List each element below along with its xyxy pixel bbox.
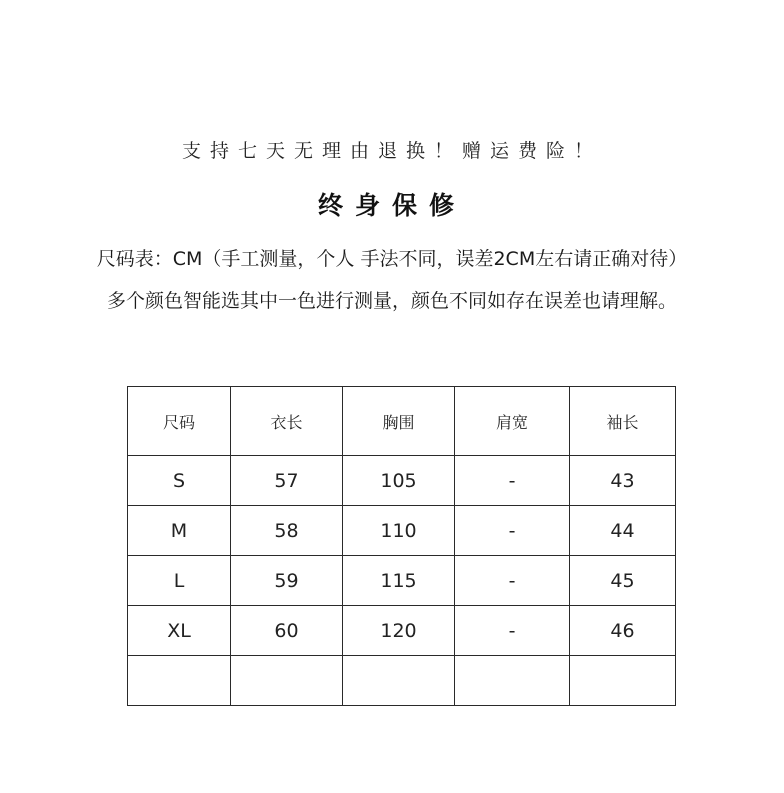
table-row-empty <box>128 656 676 706</box>
cell-sleeve <box>570 656 676 706</box>
cell-size: L <box>128 556 231 606</box>
cell-length <box>231 656 343 706</box>
cell-length: 58 <box>231 506 343 556</box>
cell-length: 60 <box>231 606 343 656</box>
cell-size: XL <box>128 606 231 656</box>
header-size: 尺码 <box>128 387 231 456</box>
cell-size: S <box>128 456 231 506</box>
header-chest: 胸围 <box>343 387 455 456</box>
header-length: 衣长 <box>231 387 343 456</box>
cell-sleeve: 43 <box>570 456 676 506</box>
size-chart-table <box>127 386 676 706</box>
table-row <box>128 556 676 606</box>
cell-shoulder: - <box>455 556 570 606</box>
cell-sleeve: 46 <box>570 606 676 656</box>
cell-chest: 120 <box>343 606 455 656</box>
cell-shoulder: - <box>455 506 570 556</box>
cell-size <box>128 656 231 706</box>
table-row <box>128 456 676 506</box>
table-header-row <box>128 387 676 456</box>
size-note-line-2: 多个颜色智能选其中一色进行测量，颜色不同如存在误差也请理解。 <box>106 290 677 312</box>
cell-chest <box>343 656 455 706</box>
cell-size: M <box>128 506 231 556</box>
cell-chest: 110 <box>343 506 455 556</box>
table-row <box>128 606 676 656</box>
size-note-line-1: 尺码表：CM（手工测量，个人 手法不同，误差2CM左右请正确对待） <box>96 248 688 270</box>
cell-length: 59 <box>231 556 343 606</box>
cell-sleeve: 44 <box>570 506 676 556</box>
header-shoulder: 肩宽 <box>455 387 570 456</box>
cell-length: 57 <box>231 456 343 506</box>
cell-shoulder <box>455 656 570 706</box>
table-row <box>128 506 676 556</box>
cell-shoulder: - <box>455 456 570 506</box>
promo-text: 支持七天无理由退换！赠运费险！ <box>181 140 602 162</box>
header-sleeve: 袖长 <box>570 387 676 456</box>
cell-chest: 115 <box>343 556 455 606</box>
warranty-heading: 终身保修 <box>317 191 466 220</box>
cell-shoulder: - <box>455 606 570 656</box>
cell-sleeve: 45 <box>570 556 676 606</box>
cell-chest: 105 <box>343 456 455 506</box>
